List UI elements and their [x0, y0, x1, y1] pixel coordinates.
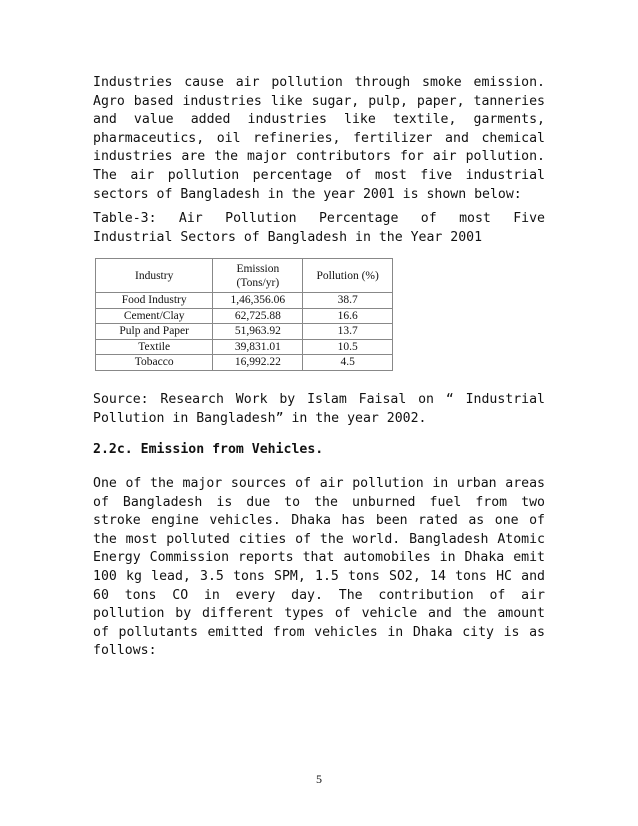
section-heading: 2.2c. Emission from Vehicles. [93, 442, 324, 457]
vehicles-paragraph: One of the major sources of air pollution in urban areas of Bangladesh is due to the unburned fuel from two stroke engine vehicles. Dhaka has been rated as one of the most polluted cities of the world. Bangladesh Atomic Energy Commission reports that automobiles in Dhaka emit 100 kg lead, 3.5 tons SPM, 1.5 tons SO2, 14 tons HC and 60 tons CO in every day. The contribution of air pollution by different types of vehicle and the amount of pollutants emitted from vehicles in Dhaka city is as follows: [93, 476, 545, 659]
header-pollution: Pollution (%) [303, 259, 393, 293]
header-emission-line1: Emission [236, 262, 280, 275]
table-row [96, 355, 393, 371]
table-header-row [96, 259, 393, 293]
header-emission-line2: (Tons/yr) [236, 276, 280, 289]
cell-industry: Cement/Clay [96, 308, 213, 324]
table-caption: Table-3: Air Pollution Percentage of most Five Industrial Sectors of Bangladesh in the Year 2001 [93, 211, 545, 245]
cell-pollution: 4.5 [303, 355, 393, 371]
cell-pollution: 16.6 [303, 308, 393, 324]
cell-industry: Textile [96, 339, 213, 355]
table-row [96, 293, 393, 309]
cell-pollution: 38.7 [303, 293, 393, 309]
table-row [96, 339, 393, 355]
cell-pollution: 13.7 [303, 324, 393, 340]
cell-industry: Pulp and Paper [96, 324, 213, 340]
table-row [96, 308, 393, 324]
cell-industry: Food Industry [96, 293, 213, 309]
cell-emission: 51,963.92 [213, 324, 303, 340]
header-emission [213, 259, 303, 293]
cell-pollution: 10.5 [303, 339, 393, 355]
cell-emission: 16,992.22 [213, 355, 303, 371]
page-number: 5 [316, 772, 322, 786]
intro-paragraph: Industries cause air pollution through smoke emission. Agro based industries like sugar, pulp, paper, tanneries and value added industries like textile, garments, pharmaceutics, oil refineries, fertilizer and chemical industries are the major contributors for air pollution. The air pollution percentage of most five industrial sectors of Bangladesh in the year 2001 is shown below: [93, 75, 545, 202]
header-industry: Industry [96, 259, 213, 293]
cell-industry: Tobacco [96, 355, 213, 371]
cell-emission: 1,46,356.06 [213, 293, 303, 309]
cell-emission: 39,831.01 [213, 339, 303, 355]
source-citation: Source: Research Work by Islam Faisal on “ Industrial Pollution in Bangladesh” in the year 2002. [93, 392, 545, 426]
pollution-table [95, 258, 393, 371]
cell-emission: 62,725.88 [213, 308, 303, 324]
pollution-table-container [95, 258, 393, 372]
table-row [96, 324, 393, 340]
